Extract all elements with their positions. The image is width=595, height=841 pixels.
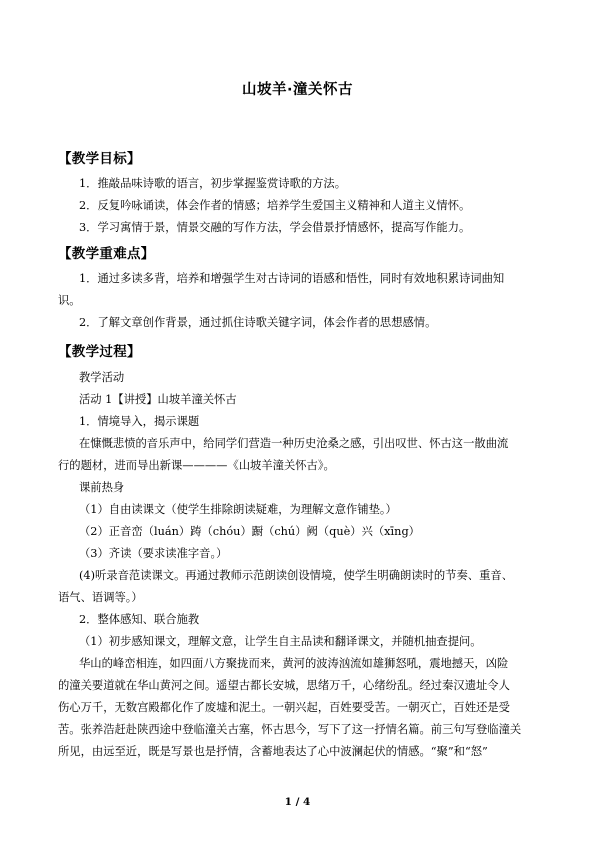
heading-key-difficulties: 【教学重难点】 — [58, 246, 155, 262]
difficulty-item-1-line-1: 1．通过多读多背，培养和增强学生对古诗词的语感和悟性，同时有效地积累诗词曲知 — [79, 272, 505, 285]
warmup-item-2: （2）正音峦（luán）踌（chóu）蹰（chú）阙（què）兴（xīng） — [79, 525, 420, 538]
step-2-title: 2．整体感知、联合施教 — [79, 613, 200, 626]
warmup-item-4-line-1: (4)听录音范读课文。再通过教师示范朗读创设情境，使学生明确朗读时的节奏、重音、 — [79, 569, 513, 582]
warmup-item-4-line-2: 语气、语调等。） — [58, 591, 143, 604]
activity-1-title: 活动 1【讲授】山坡羊潼关怀古 — [79, 393, 237, 406]
paragraph-line-5: 所见，由远至近，既是写景也是抒情，含蓄地表达了心中波澜起伏的情感。“聚”和“怒” — [58, 745, 488, 758]
goal-item-3: 3．学习寓情于景，情景交融的写作方法，学会借景抒情感怀，提高写作能力。 — [79, 221, 471, 234]
paragraph-line-2: 的潼关要道就在华山黄河之间。遥望古都长安城，思绪万千，心绪纷乱。经过秦汉遗址令人 — [58, 679, 510, 692]
goal-item-2: 2．反复吟咏诵读，体会作者的情感；培养学生爱国主义精神和人道主义情怀。 — [79, 199, 471, 212]
paragraph-line-1: 华山的峰峦相连，如四面八方聚拢而来，黄河的波涛汹流如雄狮怒吼，震地撼天，凶险 — [79, 657, 509, 670]
difficulty-item-2: 2．了解文章创作背景，通过抓住诗歌关键字词，体会作者的思想感情。 — [79, 316, 437, 329]
intro-line-1: 在慷慨悲愤的音乐声中，给同学们营造一种历史沧桑之感，引出叹世、怀古这一散曲流 — [79, 437, 509, 450]
intro-line-2: 行的题材，进而导出新课————《山坡羊潼关怀古》。 — [58, 459, 335, 472]
activity-label: 教学活动 — [79, 371, 125, 384]
page-indicator: 1 / 4 — [284, 796, 311, 808]
warmup-label: 课前热身 — [79, 481, 125, 494]
heading-teaching-process: 【教学过程】 — [58, 344, 141, 360]
step-2-item-1: （1）初步感知课文，理解文意，让学生自主品读和翻译课文，并随机抽查提问。 — [79, 635, 482, 648]
heading-teaching-goals: 【教学目标】 — [58, 151, 141, 167]
difficulty-item-1-line-2: 识。 — [58, 294, 81, 307]
paragraph-line-3: 伤心万千，无数宫殿都化作了废墟和泥土。一朝兴起，百姓要受苦。一朝灭亡，百姓还是受 — [58, 701, 510, 714]
page-title: 山坡羊·潼关怀古 — [241, 82, 353, 98]
paragraph-line-4: 苦。张养浩赶赴陕西途中登临潼关古塞，怀古思今，写下了这一抒情名篇。前三句写登临潼关 — [58, 723, 522, 736]
goal-item-1: 1．推敲品味诗歌的语言，初步掌握鉴赏诗歌的方法。 — [79, 177, 347, 190]
warmup-item-3: （3）齐读（要求读准字音。） — [79, 547, 228, 560]
step-1-title: 1．情境导入，揭示课题 — [79, 415, 200, 428]
warmup-item-1: （1）自由读课文（使学生排除朗读疑难，为理解文意作铺垫。） — [79, 503, 397, 516]
